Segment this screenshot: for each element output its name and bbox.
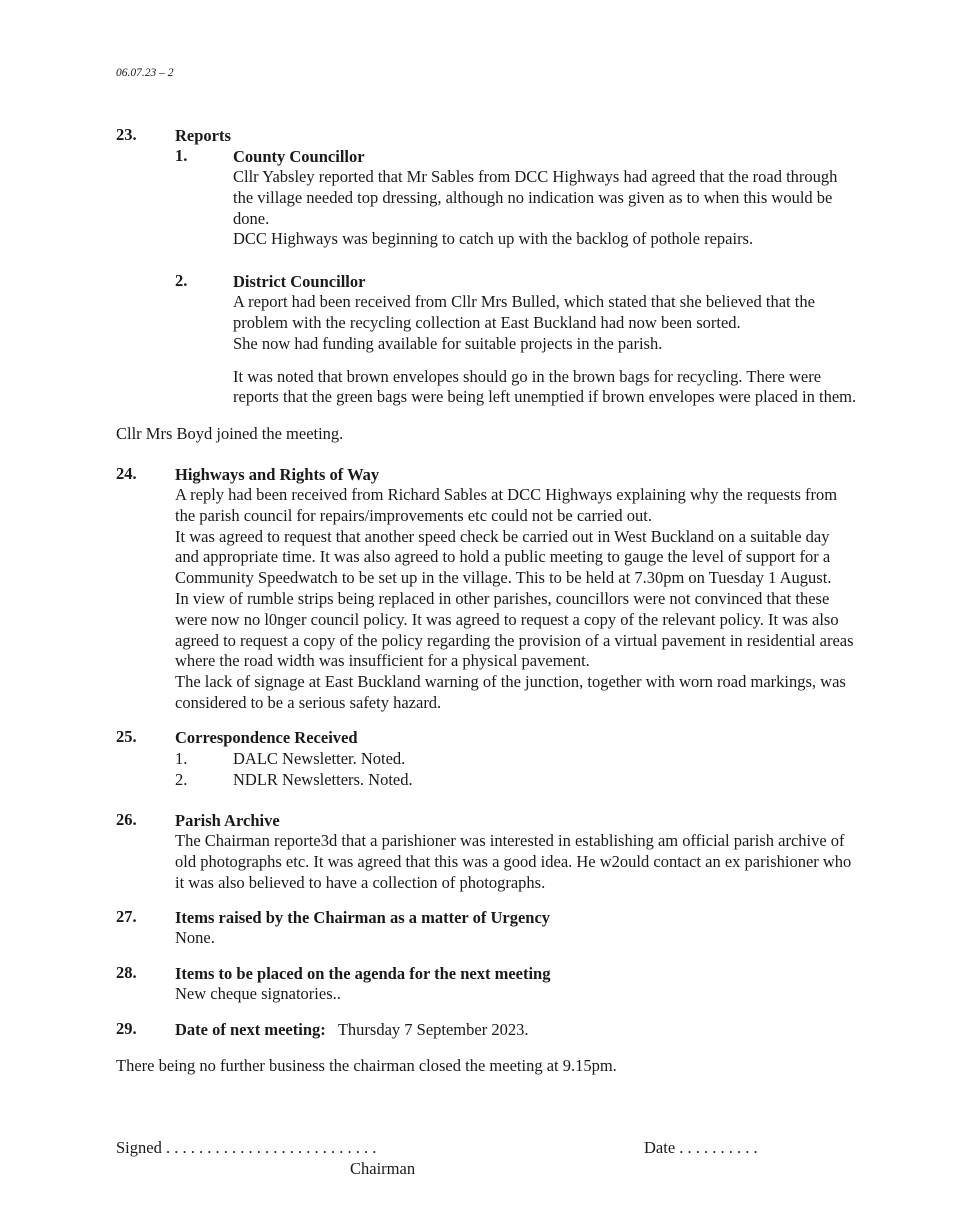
subitem-body [233,292,926,408]
text-line: It was agreed to request that another speed check be carried out in West Buckland on a suitable day [175,526,830,546]
text-line: agreed to request a copy of the policy regarding the provision of a virtual pavement in residential areas [175,630,854,650]
item-body: New cheque signatories.. [175,984,341,1003]
subitem-heading: County Councillor [233,147,365,166]
item-number: 24. [116,464,137,483]
item-body: None. [175,928,215,947]
text-line: The Chairman reporte3d that a parishioner was interested in establishing am official parish archive of [175,831,845,850]
list-text: NDLR Newsletters. Noted. [233,770,413,789]
item-29-next-meeting [116,1019,926,1040]
item-28-next-agenda [116,963,926,1005]
text-line: were now no l0nger council policy. It was agreed to request a copy of the relevant policy. It was also [175,609,839,629]
item-number: 26. [116,810,137,829]
list-number: 1. [175,749,188,768]
text-line: It was noted that brown envelopes should go in the brown bags for recycling. There were [233,366,822,386]
text-line: In view of rumble strips being replaced in other parishes, councillors were not convinced that these [175,588,830,608]
text-line: reports that the green bags were being left unemptied if brown envelopes were placed in them. [233,387,857,407]
text-line: problem with the recycling collection at East Buckland had now been sorted. [233,312,741,332]
item-number: 27. [116,907,137,926]
item-number: 28. [116,963,137,982]
closing-statement: There being no further business the chairman closed the meeting at 9.15pm. [116,1056,617,1075]
text-line: The lack of signage at East Buckland warning of the junction, together with worn road markings, was [175,672,846,692]
item-heading: Items to be placed on the agenda for the next meeting [175,964,551,983]
item-heading: Parish Archive [175,811,280,830]
text-line: She now had funding available for suitable projects in the parish. [233,333,663,353]
item-26-parish-archive [116,810,926,893]
item-heading: Correspondence Received [175,728,358,747]
item-number: 23. [116,125,137,144]
text-line: the parish council for repairs/improvements etc could not be carried out. [175,505,652,525]
subitem-heading: District Councillor [233,272,366,292]
item-number: 29. [116,1019,137,1038]
item-23-reports [116,125,926,408]
subitem-number: 2. [175,271,188,291]
subitem-county-councillor [175,146,926,250]
chairman-label: Chairman [350,1159,416,1178]
text-line: A reply had been received from Richard Sables at DCC Highways explaining why the requests from [175,485,838,504]
item-body [175,485,926,714]
text-line: Community Speedwatch to be set up in the village. This to be held at 7.30pm on Tuesday 1 August. [175,568,832,588]
list-number: 2. [175,770,188,789]
list-item [175,748,926,769]
page-reference: 06.07.23 – 2 [116,67,174,79]
item-24-highways [116,464,926,714]
text-line: done. [233,208,270,228]
subitem-number: 1. [175,146,188,165]
item-body [175,831,926,893]
text-line: it was also believed to have a collection of photographs. [175,872,546,892]
joined-note: Cllr Mrs Boyd joined the meeting. [116,424,344,443]
item-number: 25. [116,727,137,746]
text-line: Cllr Yabsley reported that Mr Sables from DCC Highways had agreed that the road through [233,167,838,186]
item-heading: Items raised by the Chairman as a matter of Urgency [175,908,551,927]
text-line: the village needed top dressing, although no indication was given as to when this would be [233,187,833,207]
item-25-correspondence [116,727,926,790]
meeting-date: Thursday 7 September 2023. [337,1020,529,1039]
item-line [175,1019,926,1040]
item-27-urgency [116,907,926,949]
signed-line: Signed . . . . . . . . . . . . . . . . . . . . . . . . . . [116,1138,377,1157]
text-line: old photographs etc. It was agreed that this was a good idea. He w2ould contact an ex parishioner who [175,851,852,871]
text-line: and appropriate time. It was also agreed to hold a public meeting to gauge the level of support for a [175,547,831,567]
text-line: considered to be a serious safety hazard. [175,692,442,712]
item-heading: Highways and Rights of Way [175,465,380,484]
subitem-district-councillor [175,271,926,408]
text-line: A report had been received from Cllr Mrs Bulled, which stated that she believed that the [233,292,815,312]
item-heading: Reports [175,126,231,145]
list-text: DALC Newsletter. Noted. [233,749,406,768]
list-item [175,769,926,790]
subitem-body [233,167,926,250]
item-heading: Date of next meeting: [175,1020,326,1039]
text-line: DCC Highways was beginning to catch up with the backlog of pothole repairs. [233,229,754,249]
text-line: where the road width was insufficient for a physical pavement. [175,651,590,671]
date-line: Date . . . . . . . . . . [644,1138,758,1157]
